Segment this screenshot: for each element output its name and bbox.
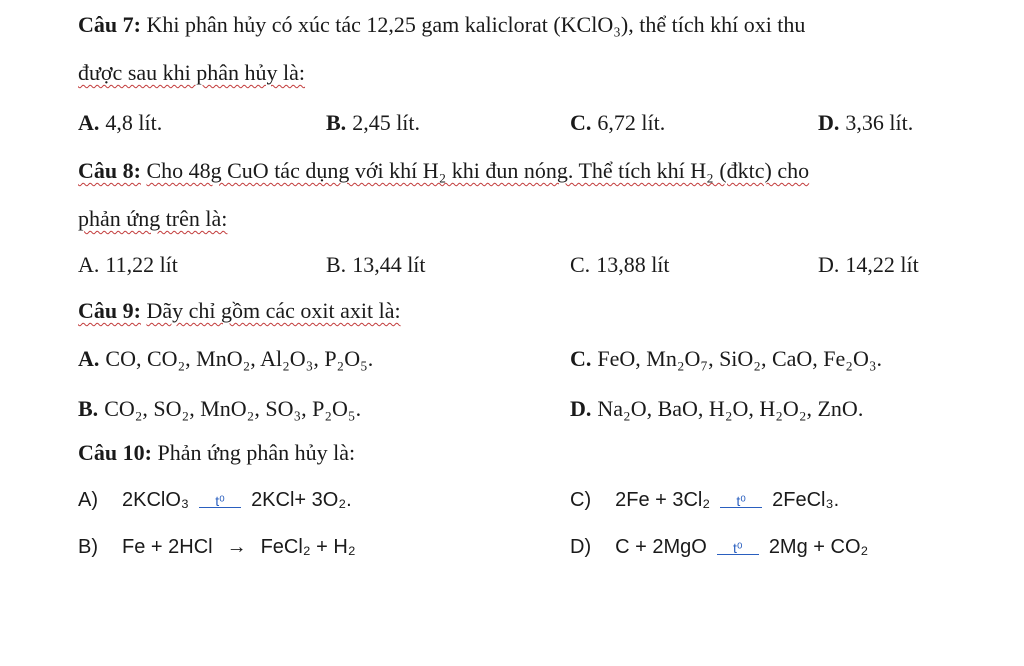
heat-arrow-icon: t⁰ [199, 493, 241, 510]
reaction-right: 2Mg + CO₂ [768, 536, 869, 558]
q7-option-a[interactable] [78, 110, 162, 136]
q8-label: Câu 8: [78, 158, 141, 183]
option-label: A) [78, 489, 98, 511]
option-label: B. [326, 252, 347, 277]
q10-option-a[interactable] [78, 489, 352, 512]
option-label: C. [570, 252, 591, 277]
q8-option-d[interactable] [818, 252, 919, 278]
q9-label: Câu 9: [78, 298, 141, 323]
q8-option-a[interactable] [78, 252, 178, 278]
option-text: Na₂O, BaO, H₂O, H₂O₂, ZnO. [597, 396, 864, 421]
q9-text: Dãy chỉ gồm các oxit axit là: [146, 298, 401, 323]
option-label: D. [818, 110, 840, 135]
option-text: 4,8 lít. [105, 110, 163, 135]
option-label: A. [78, 110, 100, 135]
q9-option-d[interactable] [570, 396, 863, 422]
option-label: C) [570, 489, 592, 511]
q10-option-b[interactable] [78, 536, 356, 559]
q7-text-line2: được sau khi phân hủy là: [78, 60, 306, 85]
reaction-right: FeCl₂ + H₂ [260, 536, 356, 558]
heat-arrow-icon: t⁰ [717, 540, 759, 557]
q8-option-b[interactable] [326, 252, 426, 278]
arrow-right-icon: → [226, 536, 247, 558]
q10-option-c[interactable] [570, 489, 839, 512]
q9-option-b[interactable] [78, 396, 361, 422]
q10-option-d[interactable] [570, 536, 868, 559]
option-label: B. [78, 396, 99, 421]
q8-text-line2: phản ứng trên là: [78, 206, 228, 231]
q9-stem [78, 298, 401, 324]
reaction-right: 2KCl+ 3O₂. [251, 489, 352, 511]
option-label: A. [78, 252, 100, 277]
option-text: 13,44 lít [352, 252, 426, 277]
option-text: 3,36 lít. [845, 110, 914, 135]
q7-stem-line2 [78, 60, 305, 86]
q8-stem-line1 [78, 158, 809, 184]
option-label: C. [570, 110, 592, 135]
q8-text-line1: Cho 48g CuO tác dụng với khí H₂ khi đun nóng. Thể tích khí H₂ (đktc) cho [146, 158, 810, 183]
reaction-left: 2Fe + 3Cl₂ [615, 489, 711, 511]
reaction-right: 2FeCl₃. [772, 489, 840, 511]
option-text: CO, CO₂, MnO₂, Al₂O₃, P₂O₅. [105, 346, 374, 371]
q7-option-d[interactable] [818, 110, 913, 136]
q9-option-a[interactable] [78, 346, 373, 372]
q7-stem-line1 [78, 12, 805, 38]
q9-option-c[interactable] [570, 346, 882, 372]
q10-label: Câu 10: [78, 440, 152, 465]
q7-label: Câu 7: [78, 12, 141, 37]
option-label: B. [326, 110, 347, 135]
reaction-left: 2KClO₃ [122, 489, 190, 511]
option-text: 2,45 lít. [352, 110, 421, 135]
option-label: D) [570, 536, 592, 558]
option-text: FeO, Mn₂O₇, SiO₂, CaO, Fe₂O₃. [597, 346, 883, 371]
q8-option-c[interactable] [570, 252, 670, 278]
option-text: 6,72 lít. [597, 110, 666, 135]
q7-text-line1: Khi phân hủy có xúc tác 12,25 gam kaliclorat (KClO₃), thể tích khí oxi thu [146, 12, 806, 37]
heat-arrow-icon: t⁰ [720, 493, 762, 510]
q10-text: Phản ứng phân hủy là: [157, 440, 356, 465]
reaction-left: C + 2MgO [615, 536, 707, 558]
q10-stem [78, 440, 355, 466]
q8-stem-line2 [78, 206, 227, 232]
option-text: CO₂, SO₂, MnO₂, SO₃, P₂O₅. [104, 396, 362, 421]
option-label: D. [818, 252, 840, 277]
option-label: A. [78, 346, 100, 371]
q7-option-b[interactable] [326, 110, 420, 136]
q7-option-c[interactable] [570, 110, 665, 136]
option-label: D. [570, 396, 592, 421]
option-label: C. [570, 346, 592, 371]
option-text: 11,22 lít [105, 252, 178, 277]
option-label: B) [78, 536, 98, 558]
option-text: 14,22 lít [845, 252, 919, 277]
option-text: 13,88 lít [596, 252, 670, 277]
reaction-left: Fe + 2HCl [122, 536, 213, 558]
